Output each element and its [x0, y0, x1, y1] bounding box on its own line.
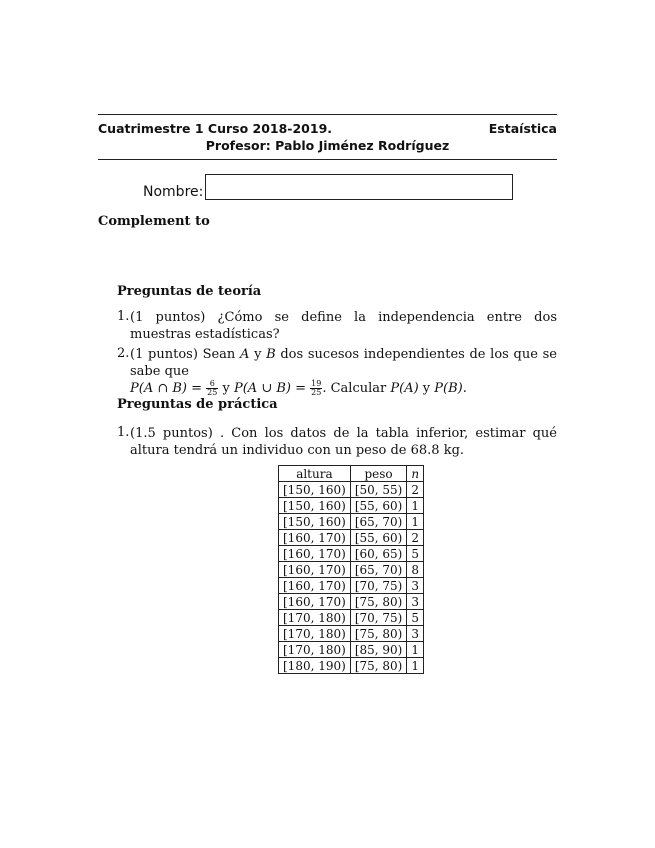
- table-cell: [160, 170): [279, 546, 351, 562]
- table-row: [279, 594, 424, 610]
- table-cell: [70, 75): [350, 578, 407, 594]
- table-row: [279, 530, 424, 546]
- table-cell: [160, 170): [279, 530, 351, 546]
- table-cell: 1: [407, 514, 424, 530]
- table-cell: [170, 180): [279, 626, 351, 642]
- name-field[interactable]: [205, 174, 513, 200]
- table-cell: [70, 75): [350, 610, 407, 626]
- theory-section-title: Preguntas de teoría: [117, 284, 262, 299]
- table-header-row: [279, 466, 424, 482]
- q2-intro: (1 puntos) Sean: [130, 347, 236, 362]
- table-cell: [160, 170): [279, 562, 351, 578]
- table-cell: 8: [407, 562, 424, 578]
- complement-heading: Complement to: [98, 214, 210, 229]
- table-cell: [75, 80): [350, 626, 407, 642]
- table-row: [279, 514, 424, 530]
- data-table: [278, 465, 424, 674]
- table-cell: [85, 90): [350, 642, 407, 658]
- table-cell: [170, 180): [279, 642, 351, 658]
- course-term: Cuatrimestre 1 Curso 2018-2019.: [98, 121, 333, 136]
- q2-period: .: [462, 381, 467, 396]
- header-peso: peso: [350, 466, 407, 482]
- table-row: [279, 482, 424, 498]
- q2-and-3: y: [422, 381, 431, 396]
- fraction-intersection: [206, 380, 218, 397]
- name-label: Nombre:: [143, 184, 204, 200]
- table-cell: 1: [407, 498, 424, 514]
- theory-q1-text: (1 puntos) ¿Cómo se define la independencia entre dos muestras estadísticas?: [130, 310, 557, 342]
- table-cell: [55, 60): [350, 530, 407, 546]
- table-cell: [60, 65): [350, 546, 407, 562]
- q2-and-2: y: [222, 381, 230, 396]
- fraction-denominator: 25: [311, 388, 322, 397]
- intersection-expr: P(A ∩ B) =: [130, 381, 203, 396]
- table-cell: [50, 55): [350, 482, 407, 498]
- table-row: [279, 626, 424, 642]
- table-cell: [150, 160): [279, 514, 351, 530]
- header-altura: altura: [279, 466, 351, 482]
- practice-q1-text: (1.5 puntos) . Con los datos de la tabla inferior, estimar qué altura tendrá un individuo con un peso de 68.8 kg.: [130, 426, 557, 458]
- table-row: [279, 658, 424, 674]
- practice-q1-number: 1.: [117, 425, 130, 440]
- table-row: [279, 610, 424, 626]
- table-cell: [65, 70): [350, 562, 407, 578]
- table-cell: 3: [407, 594, 424, 610]
- theory-q1-number: 1.: [117, 309, 130, 324]
- table-body: [279, 482, 424, 674]
- header-bottom-rule: [98, 159, 557, 160]
- table-cell: [150, 160): [279, 482, 351, 498]
- table-cell: 1: [407, 642, 424, 658]
- table-cell: 1: [407, 658, 424, 674]
- table-cell: 5: [407, 610, 424, 626]
- table-row: [279, 642, 424, 658]
- theory-q2-text: [130, 346, 557, 397]
- q2-and-1: y: [254, 347, 262, 362]
- q2-calc: . Calcular: [322, 381, 387, 396]
- q2-clause: dos sucesos independientes de los que se sabe que: [130, 347, 557, 379]
- table-row: [279, 498, 424, 514]
- fraction-numerator: 19: [311, 379, 322, 388]
- union-expr: P(A ∪ B) =: [233, 381, 306, 396]
- subject-title: Estaística: [488, 121, 557, 136]
- prob-a: P(A): [390, 381, 419, 396]
- table-cell: [160, 170): [279, 594, 351, 610]
- professor-name: Profesor: Pablo Jiménez Rodríguez: [205, 138, 450, 153]
- fraction-union: [310, 380, 322, 397]
- table-cell: 2: [407, 482, 424, 498]
- table-row: [279, 562, 424, 578]
- practice-section-title: Preguntas de práctica: [117, 397, 278, 412]
- table-cell: 3: [407, 578, 424, 594]
- top-rule: [98, 114, 557, 115]
- table-cell: [65, 70): [350, 514, 407, 530]
- table-cell: [75, 80): [350, 658, 407, 674]
- table-cell: 2: [407, 530, 424, 546]
- header-n: n: [407, 466, 424, 482]
- table-cell: [180, 190): [279, 658, 351, 674]
- table-cell: 5: [407, 546, 424, 562]
- table-row: [279, 578, 424, 594]
- table-cell: [55, 60): [350, 498, 407, 514]
- table-cell: 3: [407, 626, 424, 642]
- event-a: A: [239, 347, 250, 362]
- event-b: B: [266, 347, 276, 362]
- theory-q2-number: 2.: [117, 346, 130, 361]
- fraction-numerator: 6: [206, 380, 218, 389]
- fraction-denominator: 25: [207, 388, 218, 397]
- table-cell: [75, 80): [350, 594, 407, 610]
- table-cell: [150, 160): [279, 498, 351, 514]
- prob-b: P(B): [434, 381, 463, 396]
- table-row: [279, 546, 424, 562]
- table-cell: [170, 180): [279, 610, 351, 626]
- table-cell: [160, 170): [279, 578, 351, 594]
